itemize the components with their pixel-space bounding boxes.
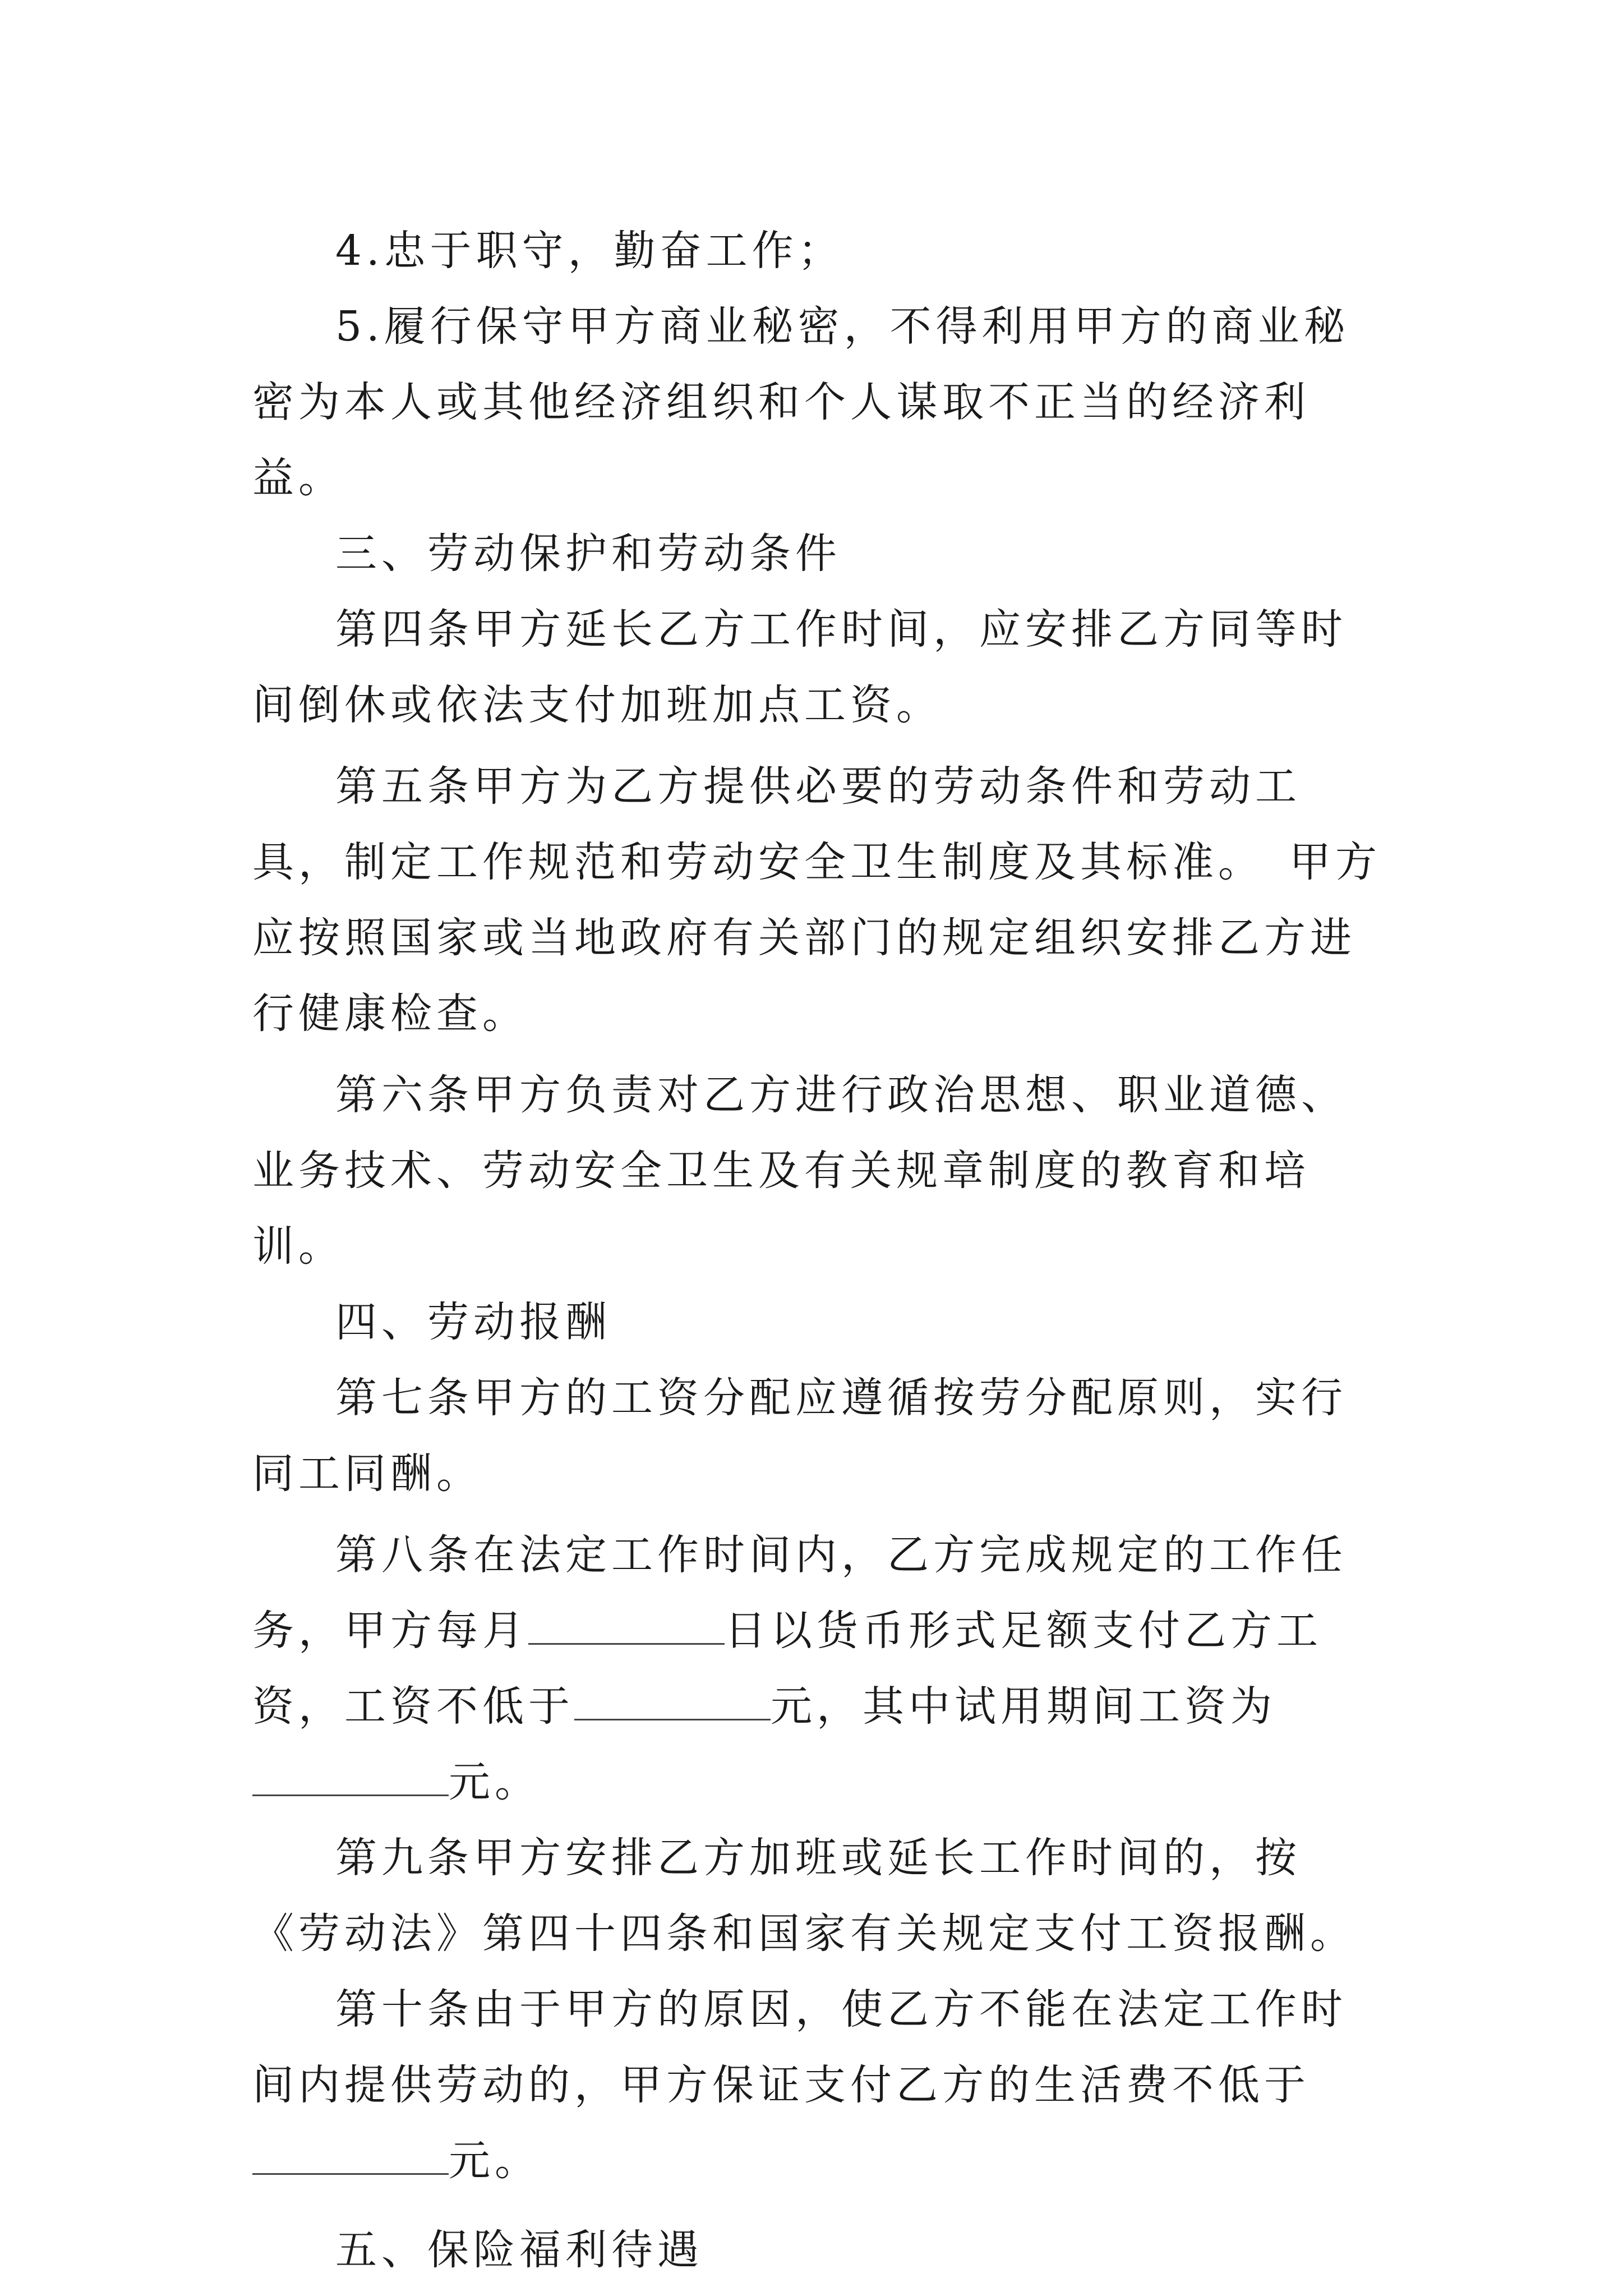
document-page [252,213,1391,2288]
article-8-text-2: 日以货币形式足额支付乙方工资，工资不低于 [252,1607,1322,1731]
clause-4: 4.忠于职守，勤奋工作； [335,227,844,275]
section-4-heading: 四、劳动报酬 [335,1298,611,1346]
article-9: 第九条甲方安排乙方加班或延长工作时间的，按《劳动法》第四十四条和国家有关规定支付工资报酬。 [252,1834,1356,1958]
article-10-text-2: 元。 [449,2137,541,2185]
article-10-text-1: 第十条由于甲方的原因，使乙方不能在法定工作时间内提供劳动的，甲方保证支付乙方的生活费不低于 [252,1985,1347,2109]
article-8 [252,1517,1391,1820]
article-10 [252,1972,1391,2199]
section-5-heading: 五、保险福利待遇 [335,2226,703,2274]
article-8-text-3: 元，其中试用期间工资为 [771,1682,1276,1731]
payday-blank[interactable] [528,1609,725,1645]
article-8-text-1: 第八条在法定工作时间内，乙方完成规定的工作任务，甲方每月 [252,1531,1347,1655]
living-allowance-blank[interactable] [252,2139,449,2175]
salary-blank[interactable] [574,1685,771,1720]
article-7: 第七条甲方的工资分配应遵循按劳分配原则，实行同工同酬。 [252,1374,1347,1498]
section-3-heading: 三、劳动保护和劳动条件 [335,530,841,578]
article-5: 第五条甲方为乙方提供必要的劳动条件和劳动工具，制定工作规范和劳动安全卫生制度及其标准。 甲方应按照国家或当地政府有关部门的规定组织安排乙方进行健康检查。 [252,762,1381,1038]
article-8-text-4: 元。 [449,1758,541,1806]
clause-5: 5.履行保守甲方商业秘密，不得利用甲方的商业秘密为本人或其他经济组织和个人谋取不正当的经济利益。 [252,302,1350,502]
probation-salary-blank[interactable] [252,1761,449,1796]
article-4: 第四条甲方延长乙方工作时间，应安排乙方同等时间倒休或依法支付加班加点工资。 [252,605,1347,729]
article-6: 第六条甲方负责对乙方进行政治思想、职业道德、业务技术、劳动安全卫生及有关规章制度的教育和培训。 [252,1071,1347,1271]
